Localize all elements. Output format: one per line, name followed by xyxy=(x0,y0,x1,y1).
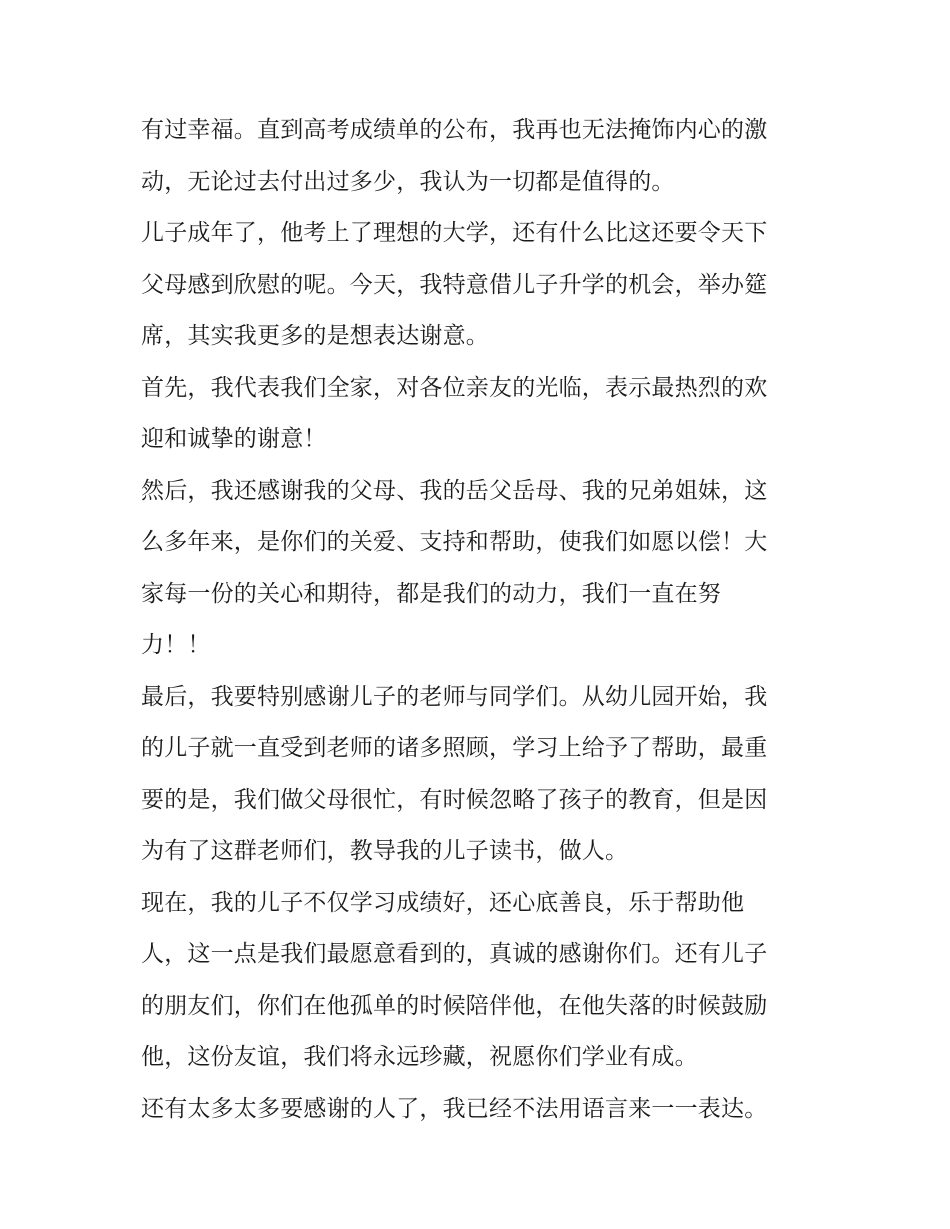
text-line: 最后，我要特别感谢儿子的老师与同学们。从幼儿园开始，我 xyxy=(141,683,768,710)
text-line: 人，这一点是我们最愿意看到的，真诚的感谢你们。还有儿子 xyxy=(141,941,768,967)
text-line: 为有了这群老师们，教导我的儿子读书，做人。 xyxy=(141,838,629,864)
text-line: 迎和诚挚的谢意！ xyxy=(141,426,327,452)
text-line: 首先，我代表我们全家，对各位亲友的光临，表示最热烈的欢 xyxy=(141,374,768,401)
text-line: 的朋友们，你们在他孤单的时候陪伴他，在他失落的时候鼓励 xyxy=(141,992,768,1019)
document-body-text xyxy=(141,105,821,1135)
text-line: 力！！ xyxy=(141,632,211,658)
text-line: 现在，我的儿子不仅学习成绩好，还心底善良，乐于帮助他 xyxy=(141,889,745,916)
text-line: 席，其实我更多的是想表达谢意。 xyxy=(141,323,489,349)
text-line: 儿子成年了，他考上了理想的大学，还有什么比这还要令天下 xyxy=(141,220,768,246)
text-line: 有过幸福。直到高考成绩单的公布，我再也无法掩饰内心的激 xyxy=(141,117,768,143)
text-line: 然后，我还感谢我的父母、我的岳父岳母、我的兄弟姐妹，这 xyxy=(141,477,768,504)
text-line: 的儿子就一直受到老师的诸多照顾，学习上给予了帮助，最重 xyxy=(141,735,768,761)
text-line: 父母感到欣慰的呢。今天，我特意借儿子升学的机会，举办筵 xyxy=(141,271,768,298)
text-line: 还有太多太多要感谢的人了，我已经不法用语言来一一表达。 xyxy=(141,1095,768,1122)
text-line: 要的是，我们做父母很忙，有时候忽略了孩子的教育，但是因 xyxy=(141,786,768,813)
text-line: 他，这份友谊，我们将永远珍藏，祝愿你们学业有成。 xyxy=(141,1044,698,1070)
text-line: 么多年来，是你们的关爱、支持和帮助，使我们如愿以偿！大 xyxy=(141,529,768,555)
text-line: 动，无论过去付出过多少，我认为一切都是值得的。 xyxy=(141,168,675,195)
text-line: 家每一份的关心和期待，都是我们的动力，我们一直在努 xyxy=(141,580,721,607)
